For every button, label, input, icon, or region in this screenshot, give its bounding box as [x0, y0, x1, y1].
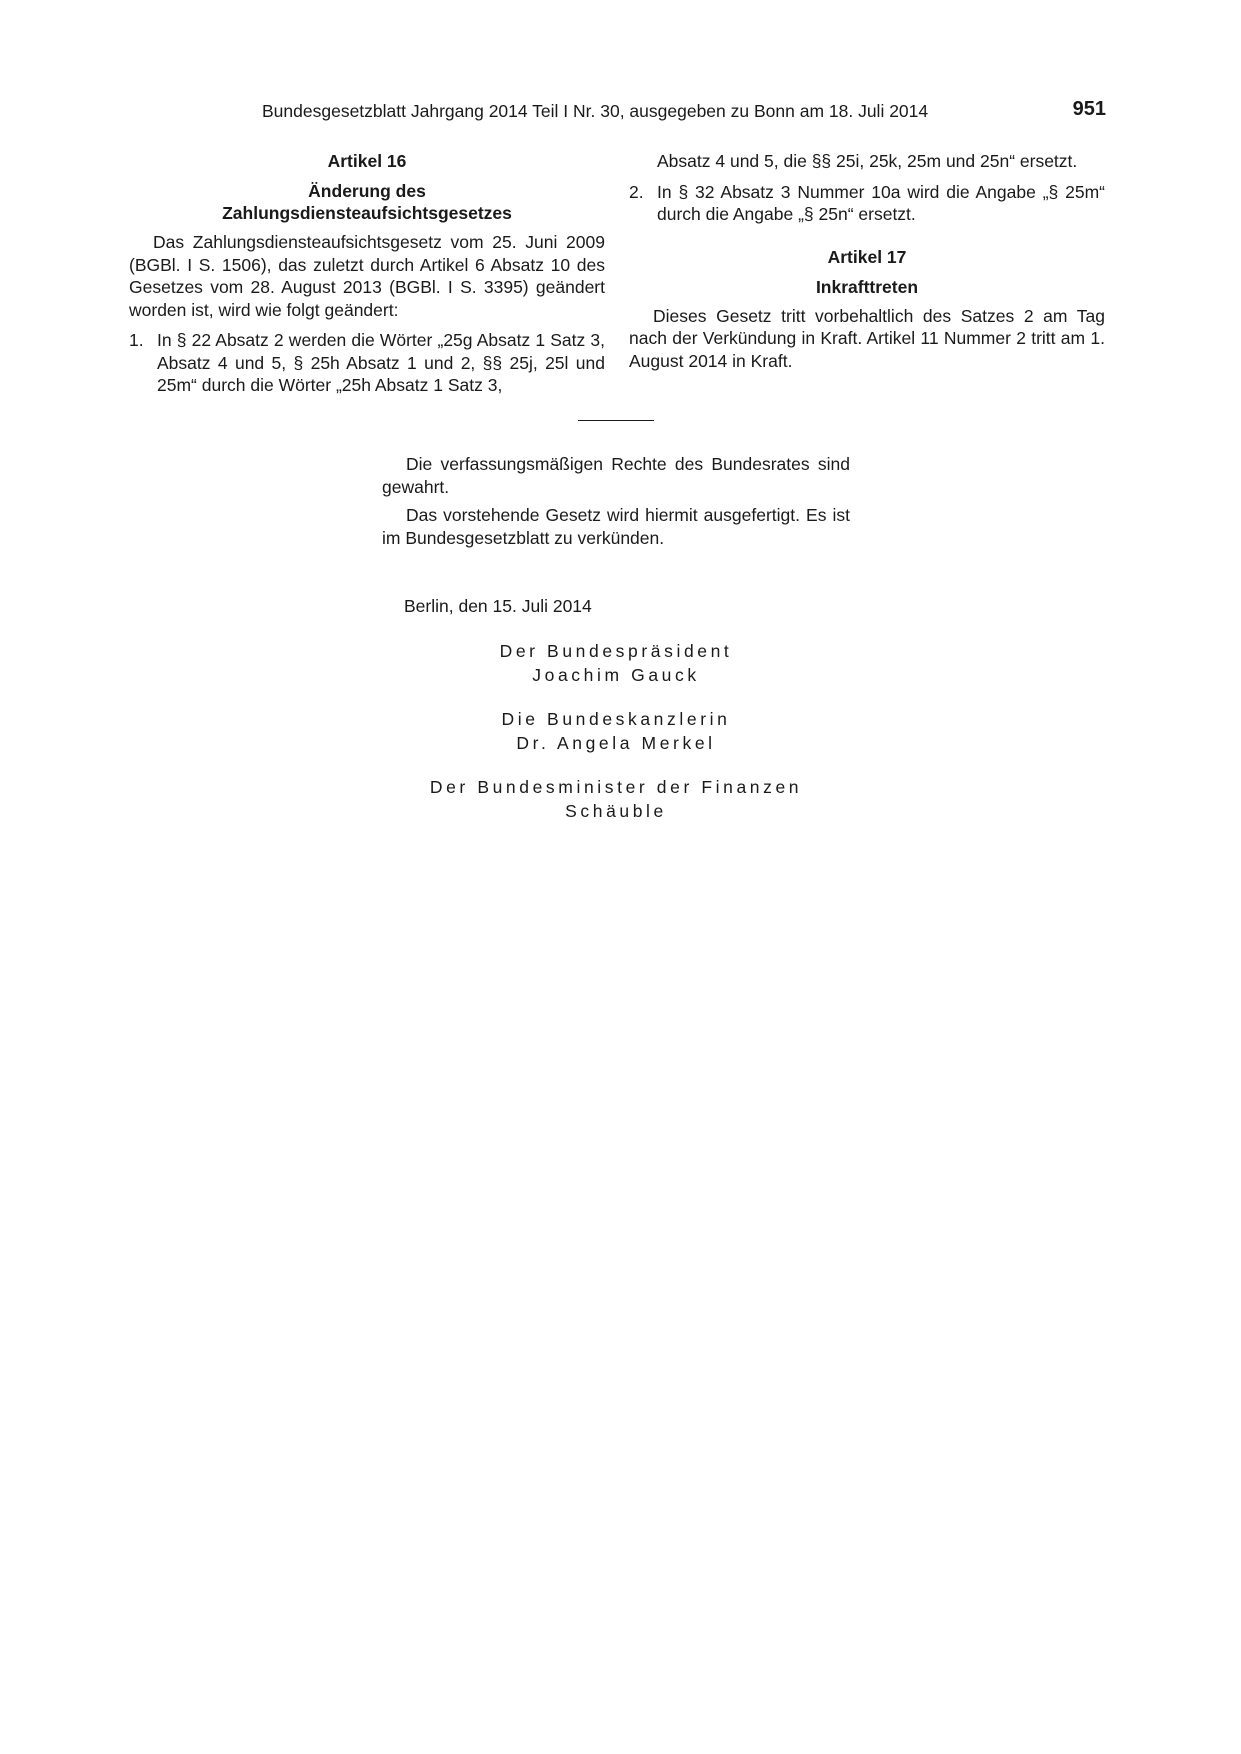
item-1-number: 1. — [129, 330, 144, 350]
article-16-title: Artikel 16 — [327, 151, 407, 171]
signature-name: Schäuble — [565, 801, 667, 821]
article-16-item-1 — [129, 329, 605, 397]
article-17-body: Dieses Gesetz tritt vorbehaltlich des Satzes 2 am Tag nach der Verkündung in Kraft. Artikel 11 Nummer 2 tritt am 1. August 2014 in Kraft. — [629, 305, 1105, 371]
article-17-subtitle: Inkrafttreten — [815, 276, 919, 297]
closing-paragraph-1: Die verfassungsmäßigen Rechte des Bundesrates sind gewahrt. — [382, 454, 850, 497]
article-16-item-2 — [629, 181, 1105, 226]
item-1-continuation: Absatz 4 und 5, die §§ 25i, 25k, 25m und 25n“ ersetzt. — [657, 151, 1078, 171]
signature-name: Dr. Angela Merkel — [516, 733, 716, 753]
page-number: 951 — [1072, 98, 1106, 120]
closing-formula — [382, 453, 850, 555]
article-16-subtitle — [129, 180, 605, 224]
signature-role: Der Bundespräsident — [499, 641, 733, 661]
signature-name: Joachim Gauck — [532, 665, 700, 685]
left-column — [129, 150, 605, 405]
signature-role: Die Bundeskanzlerin — [501, 709, 731, 729]
item-1-text: In § 22 Absatz 2 werden die Wörter „25g Absatz 1 Satz 3, Absatz 4 und 5, § 25h Absatz 1 und 2, §§ 25j, 25l und 25m“ durch die Wörter „25h Absatz 1 Satz 3, — [157, 330, 605, 395]
signature-president — [382, 639, 850, 687]
signature-role: Der Bundesminister der Finanzen — [429, 777, 803, 797]
item-2-number: 2. — [629, 181, 644, 202]
signature-chancellor — [382, 707, 850, 755]
right-column — [629, 150, 1105, 380]
article-17-title: Artikel 17 — [827, 246, 907, 267]
signature-block — [382, 639, 850, 843]
signature-finance-minister — [382, 775, 850, 823]
item-2-text: In § 32 Absatz 3 Nummer 10a wird die Angabe „§ 25m“ durch die Angabe „§ 25n“ ersetzt. — [657, 181, 1105, 224]
closing-paragraph-2: Das vorstehende Gesetz wird hiermit ausgefertigt. Es ist im Bundesgesetzblatt zu verkünden. — [382, 505, 850, 548]
article-16-heading — [129, 150, 605, 224]
article-16-subtitle-line-2: Zahlungsdiensteaufsichtsgesetzes — [222, 203, 512, 223]
place-date: Berlin, den 15. Juli 2014 — [404, 596, 592, 616]
article-16-intro: Das Zahlungsdiensteaufsichtsgesetz vom 25. Juni 2009 (BGBl. I S. 1506), das zuletzt durch Artikel 6 Absatz 10 des Gesetzes vom 28. August 2013 (BGBl. I S. 3395) geändert worden ist, wird wie folgt geändert: — [129, 232, 605, 320]
article-16-subtitle-line-1: Änderung des — [308, 181, 426, 201]
section-divider — [578, 420, 654, 421]
running-head: Bundesgesetzblatt Jahrgang 2014 Teil I Nr. 30, ausgegeben zu Bonn am 18. Juli 2014 — [262, 101, 929, 121]
article-17-heading — [629, 246, 1105, 298]
